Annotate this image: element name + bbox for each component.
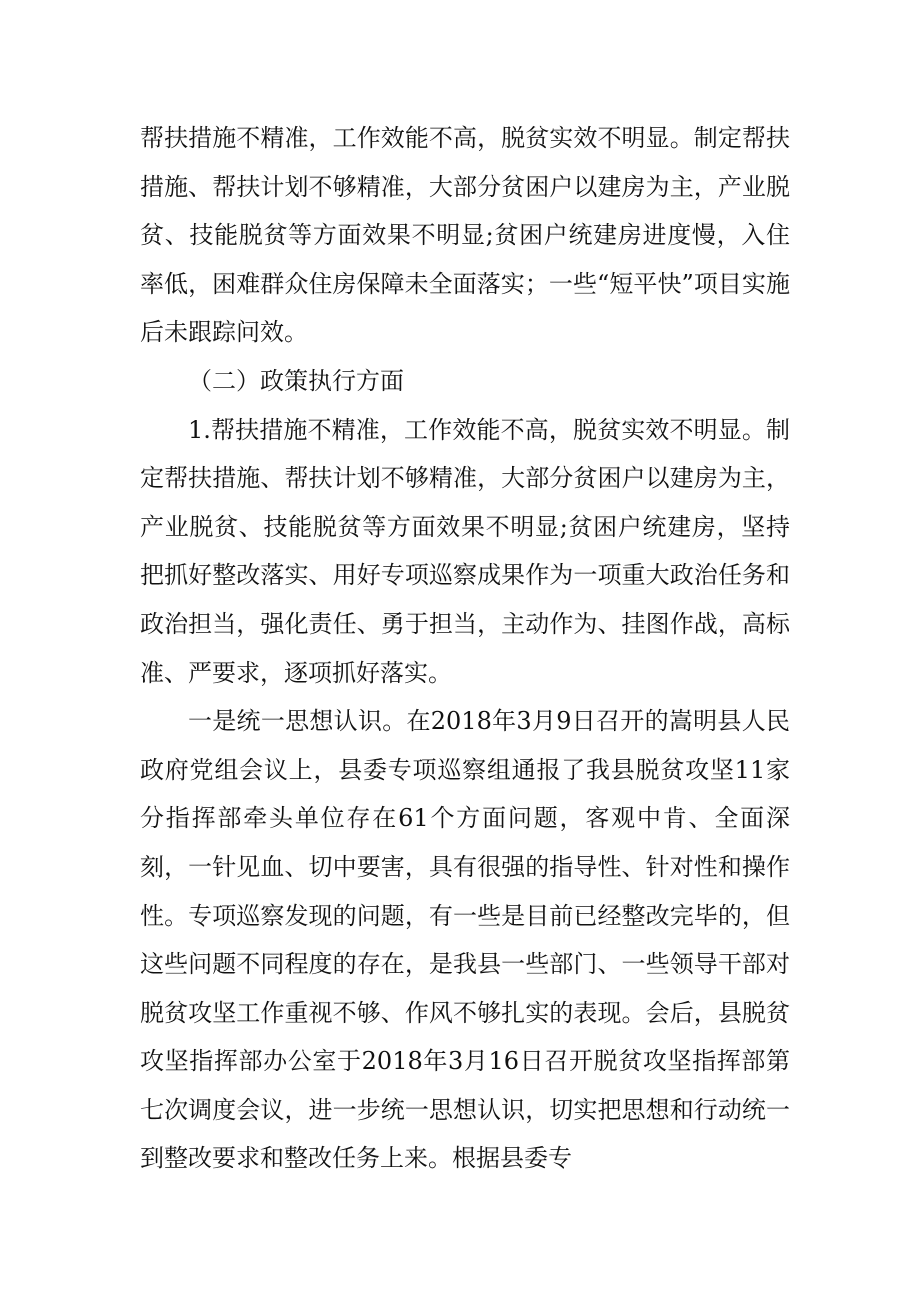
document-body (140, 114, 790, 1183)
section-heading: （二）政策执行方面 (188, 366, 404, 395)
paragraph-3: 1.帮扶措施不精准，工作效能不高，脱贫实效不明显。制定帮扶措施、帮扶计划不够精准，大部分贫困户以建房为主，产业脱贫、技能脱贫等方面效果不明显;贫困户统建房，坚持把抓好整改落实、用好专项巡察成果作为一项重大政治任务和政治担当，强化责任、勇于担当，主动作为、挂图作战，高标准、严要求，逐项抓好落实。 (140, 415, 790, 687)
paragraph-4: 一是统一思想认识。在2018年3月9日召开的嵩明县人民政府党组会议上，县委专项巡察组通报了我县脱贫攻坚11家分指挥部牵头单位存在61个方面问题，客观中肯、全面深刻，一针见血、切中要害，具有很强的指导性、针对性和操作性。专项巡察发现的问题，有一些是目前已经整改完毕的，但这些问题不同程度的存在，是我县一些部门、一些领导干部对脱贫攻坚工作重视不够、作风不够扎实的表现。会后，县脱贫攻坚指挥部办公室于2018年3月16日召开脱贫攻坚指挥部第七次调度会议，进一步统一思想认识，切实把思想和行动统一到整改要求和整改任务上来。根据县委专 (140, 707, 790, 1173)
paragraph-1: 帮扶措施不精准，工作效能不高，脱贫实效不明显。制定帮扶措施、帮扶计划不够精准，大部分贫困户以建房为主，产业脱贫、技能脱贫等方面效果不明显;贫困户统建房进度慢，入住率低，困难群众住房保障未全面落实；一些“短平快”项目实施后未跟踪问效。 (140, 124, 790, 347)
